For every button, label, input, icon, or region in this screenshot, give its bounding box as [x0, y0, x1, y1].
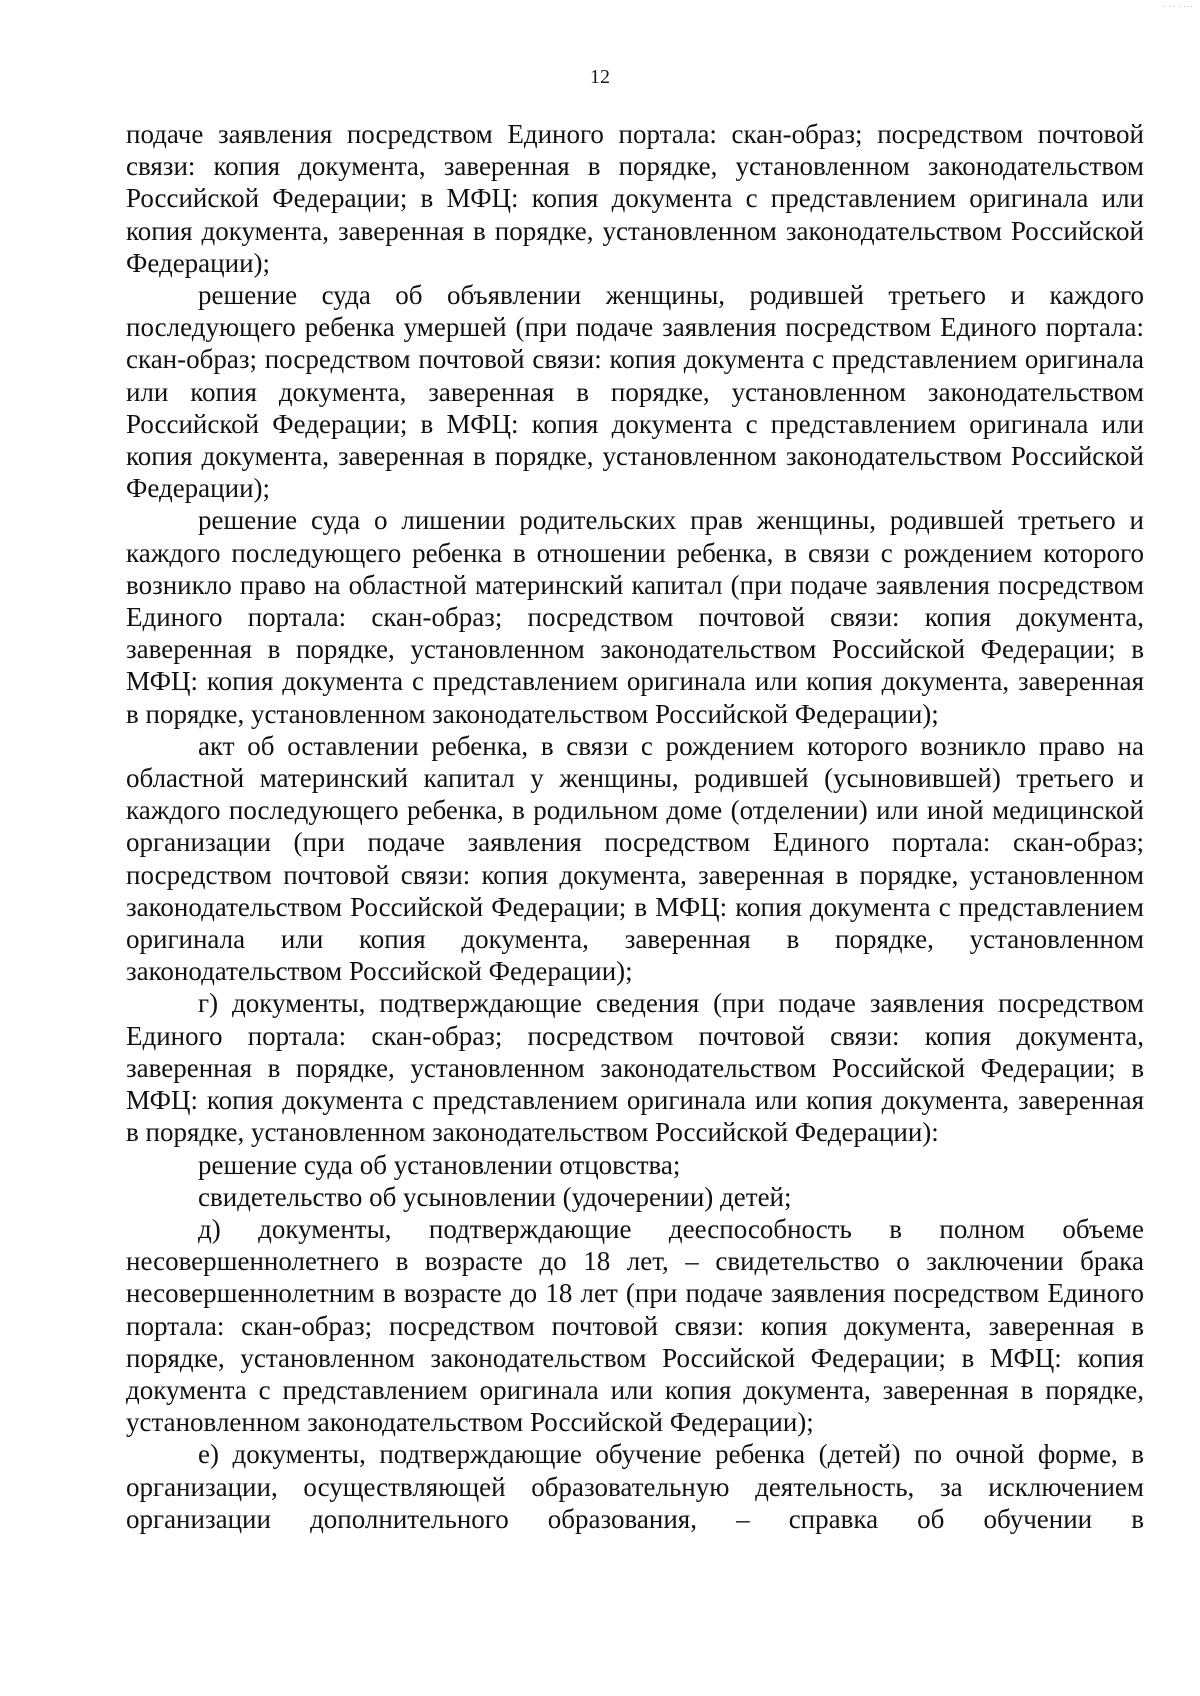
paragraph-court-decision-death: решение суда об объявлении женщины, родившей третьего и каждого последующего ребенка умершей (при подаче заявления посредством Единого портала: скан-образ; посредством почтовой связи: копия документа с представлением оригинала или копия документа, заверенная в порядке, установленном законодательством Российской Федерации; в МФЦ: копия документа с представлением оригинала или копия документа, заверенная в порядке, установленном законодательством Российской Федерации);	[126, 280, 1144, 504]
paragraph-paternity-decision: решение суда об установлении отцовства;	[198, 1149, 681, 1180]
scan-corner-mark: · ·· ····	[1161, 2, 1194, 11]
document-body	[126, 118, 1144, 1535]
paragraph-adoption-certificate: свидетельство об усыновлении (удочерении) детей;	[198, 1181, 792, 1212]
paragraph-item-d: д) документы, подтверждающие дееспособность в полном объеме несовершеннолетнего в возрасте до 18 лет, – свидетельство о заключении брака несовершеннолетним в возрасте до 18 лет (при подаче заявления посредством Единого портала: скан-образ; посредством почтовой связи: копия документа, заверенная в порядке, установленном законодательством Российской Федерации; в МФЦ: копия документа с представлением оригинала или копия документа, заверенная в порядке, установленном законодательством Российской Федерации);	[126, 1213, 1144, 1438]
paragraph-item-e: е) документы, подтверждающие обучение ребенка (детей) по очной форме, в организации, осуществляющей образовательную деятельность, за исключением организации дополнительного образования, – справка об обучении в	[126, 1439, 1144, 1534]
paragraph-continuation: подаче заявления посредством Единого портала: скан-образ; посредством почтовой связи: копия документа, заверенная в порядке, установленном законодательством Российской Федерации; в МФЦ: копия документа с представлением оригинала или копия документа, заверенная в порядке, установленном законодательством Российской Федерации);	[126, 119, 1144, 278]
paragraph-court-decision-parental-rights: решение суда о лишении родительских прав женщины, родившей третьего и каждого последующего ребенка в отношении ребенка, в связи с рождением которого возникло право на областной материнский капитал (при подаче заявления посредством Единого портала: скан-образ; посредством почтовой связи: копия документа, заверенная в порядке, установленном законодательством Российской Федерации; в МФЦ: копия документа с представлением оригинала или копия документа, заверенная в порядке, установленном законодательством Российской Федерации);	[126, 505, 1144, 729]
paragraph-abandonment-act: акт об оставлении ребенка, в связи с рождением которого возникло право на областной материнский капитал у женщины, родившей (усыновившей) третьего и каждого последующего ребенка, в родильном доме (отделении) или иной медицинской организации (при подаче заявления посредством Единого портала: скан-образ; посредством почтовой связи: копия документа, заверенная в порядке, установленном законодательством Российской Федерации; в МФЦ: копия документа с представлением оригинала или копия документа, заверенная в порядке, установленном законодательством Российской Федерации);	[126, 730, 1144, 987]
page-number: 12	[590, 66, 610, 88]
paragraph-item-g: г) документы, подтверждающие сведения (при подаче заявления посредством Единого портала: скан-образ; посредством почтовой связи: копия документа, заверенная в порядке, установленном законодательством Российской Федерации; в МФЦ: копия документа с представлением оригинала или копия документа, заверенная в порядке, установленном законодательством Российской Федерации):	[126, 988, 1144, 1148]
